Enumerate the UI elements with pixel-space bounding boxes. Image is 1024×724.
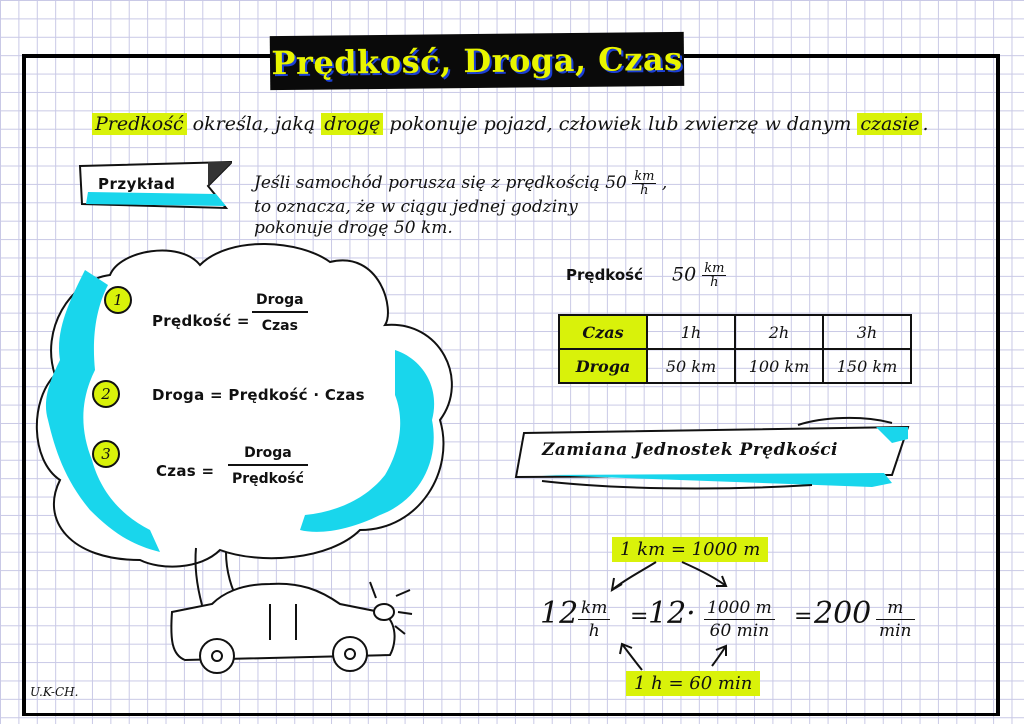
conv-twelve: 12	[540, 596, 579, 631]
formula-1-num: Droga	[252, 292, 308, 313]
speed-label: Prędkość	[566, 266, 643, 284]
intro-keyword-time: czasie	[857, 113, 922, 135]
conv-result-num: m	[876, 598, 915, 620]
example-line-2: to oznacza, że w ciągu jednej godziny	[254, 197, 578, 217]
speed-unit-den: h	[710, 275, 719, 290]
example-line-1-text: Jeśli samochód porusza się z prędkością 50	[254, 173, 627, 193]
table-cell: 2h	[735, 315, 823, 349]
formula-3-num: Droga	[228, 445, 308, 466]
speed-number: 50	[672, 263, 697, 286]
formula-3-lhs: Czas =	[156, 462, 215, 480]
example-line-3: pokonuje drogę 50 km.	[254, 218, 453, 238]
example-unit-num: km	[634, 169, 655, 184]
hour-equivalence: 1 h = 60 min	[626, 671, 760, 696]
intro-keyword-speed: Predkość	[92, 113, 187, 135]
conv-m-min-fraction	[704, 598, 775, 641]
table-cell: 50 km	[647, 349, 735, 383]
km-equivalence: 1 km = 1000 m	[612, 537, 768, 562]
table-cell: 100 km	[735, 349, 823, 383]
example-line-1-end: ,	[656, 173, 668, 193]
page-title: Prędkość, Droga, Czas	[271, 39, 683, 83]
conv-equals-2: =	[794, 604, 813, 629]
conv-twelve-times: 12·	[648, 596, 696, 631]
formula-1-number: 1	[104, 286, 132, 314]
speed-unit-num: km	[704, 261, 725, 276]
formula-2-number: 2	[92, 380, 120, 408]
formula-2-text: Droga = Prędkość · Czas	[152, 386, 365, 404]
formula-1-lhs: Prędkość =	[152, 312, 250, 330]
formula-1-den: Czas	[261, 318, 298, 334]
author-signature: U.K-CH.	[30, 685, 79, 699]
table-cell: 150 km	[823, 349, 911, 383]
table-header-time: Czas	[559, 315, 647, 349]
conv-result: 200	[814, 596, 872, 631]
conv-result-unit	[876, 598, 915, 641]
conv-kmh-num: km	[578, 598, 610, 620]
conv-equals-1: =	[630, 604, 649, 629]
conv-result-den: min	[879, 621, 912, 641]
intro-text-1: określa, jaką	[186, 113, 322, 135]
table-cell: 3h	[823, 315, 911, 349]
table-cell: 1h	[647, 315, 735, 349]
conv-min-den: 60 min	[709, 621, 770, 641]
example-unit-den: h	[640, 183, 649, 198]
conversion-title: Zamiana Jednostek Prędkości	[542, 440, 839, 460]
intro-text-2: pokonuje pojazd, człowiek lub zwierzę w danym	[383, 113, 858, 135]
intro-text-3: .	[922, 113, 929, 135]
example-badge-label: Przykład	[98, 175, 176, 193]
intro-keyword-distance: drogę	[321, 113, 383, 135]
conv-kmh-fraction	[578, 598, 610, 641]
conv-m-num: 1000 m	[704, 598, 775, 620]
conv-kmh-den: h	[588, 621, 600, 641]
formula-3-number: 3	[92, 440, 120, 468]
formula-3-den: Prędkość	[232, 471, 304, 487]
table-header-distance: Droga	[559, 349, 647, 383]
